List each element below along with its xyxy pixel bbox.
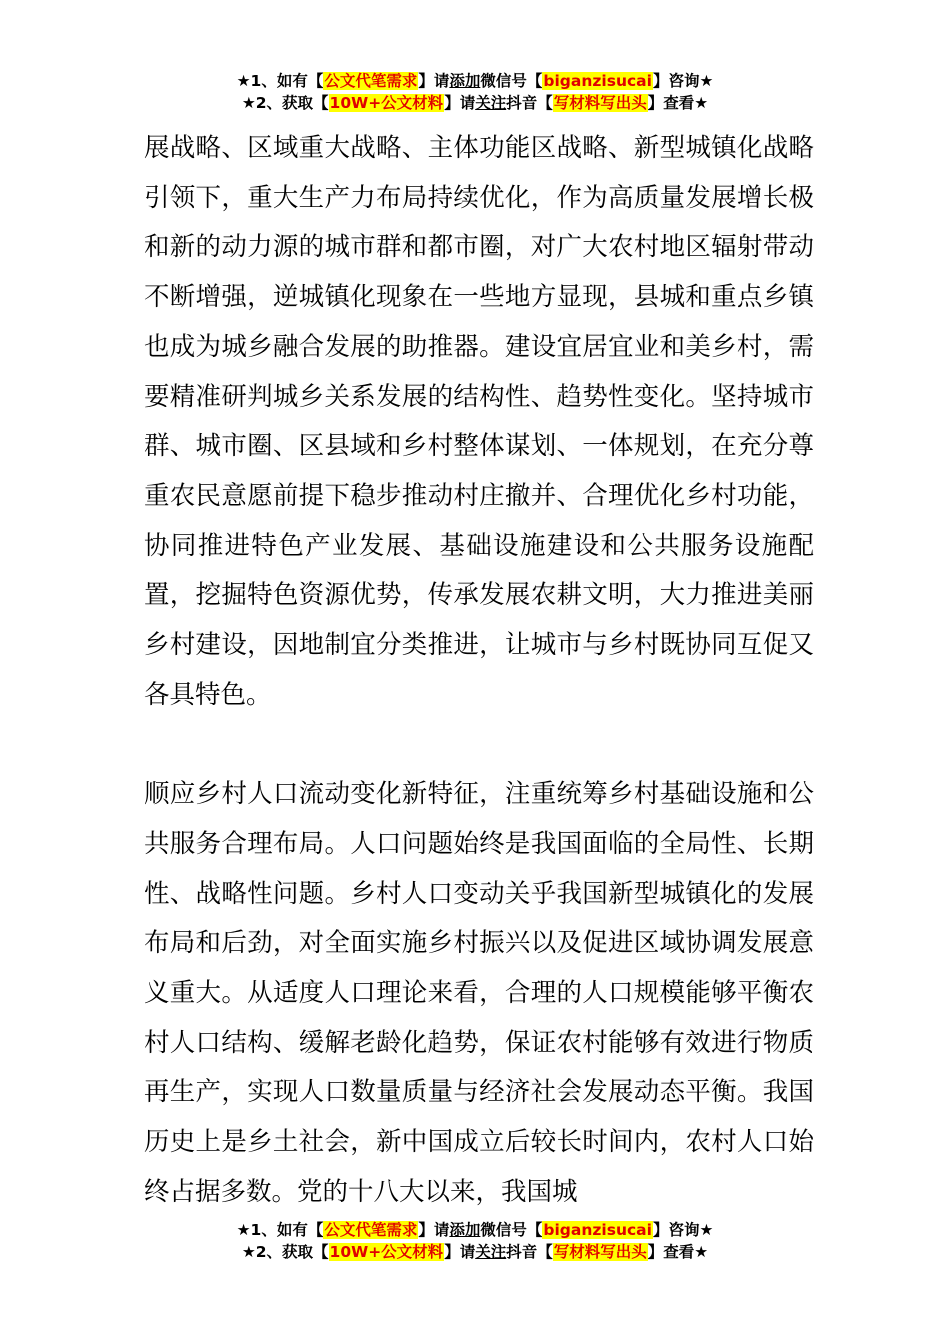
footer-line-2-mid: 】请 — [444, 1243, 476, 1261]
header-line-2-prefix: ★2、获取【 — [241, 94, 329, 112]
header-line-1-highlight-wechat-id: biganzisucai — [543, 72, 652, 90]
footer-line-1-highlight-service: 公文代笔需求 — [324, 1221, 418, 1239]
footer-line-1 — [0, 1219, 950, 1241]
footer-line-2 — [0, 1241, 950, 1263]
header-line-2-mid: 】请 — [444, 94, 476, 112]
header-line-2-highlight-douyin-account: 写材料写出头 — [553, 94, 647, 112]
footer-line-2-mid2: 抖音【 — [506, 1243, 553, 1261]
header-line-1-prefix: ★1、如有【 — [236, 72, 324, 90]
paragraph-2: 顺应乡村人口流动变化新特征，注重统筹乡村基础设施和公共服务合理布局。人口问题始终是我国面临的全局性、长期性、战略性问题。乡村人口变动关乎我国新型城镇化的发展布局和后劲，对全面实施乡村振兴以及促进区域协调发展意义重大。从适度人口理论来看，合理的人口规模能够平衡农村人口结构、缓解老龄化趋势，保证农村能够有效进行物质再生产，实现人口数量质量与经济社会发展动态平衡。我国历史上是乡土社会，新中国成立后较长时间内，农村人口始终占据多数。党的十八大以来，我国城 — [144, 779, 814, 1207]
footer-line-1-underlined: 添加 — [449, 1221, 481, 1239]
header-banner — [0, 70, 950, 114]
header-line-1-highlight-service: 公文代笔需求 — [324, 72, 418, 90]
header-line-2-suffix: 】查看★ — [647, 94, 709, 112]
header-line-2-highlight-materials: 10W+公文材料 — [329, 94, 444, 112]
footer-line-2-highlight-materials: 10W+公文材料 — [329, 1243, 444, 1261]
header-line-2-mid2: 抖音【 — [506, 94, 553, 112]
paragraph-spacer — [144, 720, 814, 770]
footer-line-2-suffix: 】查看★ — [647, 1243, 709, 1261]
header-line-1-mid: 】请 — [418, 72, 450, 90]
paragraph-1: 展战略、区域重大战略、主体功能区战略、新型城镇化战略引领下，重大生产力布局持续优化，作为高质量发展增长极和新的动力源的城市群和都市圈，对广大农村地区辐射带动不断增强，逆城镇化现象在一些地方显现，县城和重点乡镇也成为城乡融合发展的助推器。建设宜居宜业和美乡村，需要精准研判城乡关系发展的结构性、趋势性变化。坚持城市群、城市圈、区县域和乡村整体谋划、一体规划，在充分尊重农民意愿前提下稳步推动村庄撤并、合理优化乡村功能，协同推进特色产业发展、基础设施建设和公共服务设施配置，挖掘特色资源优势，传承发展农耕文明，大力推进美丽乡村建设，因地制宜分类推进，让城市与乡村既协同互促又各具特色。 — [144, 133, 814, 710]
header-line-1 — [0, 70, 950, 92]
header-line-2 — [0, 92, 950, 114]
footer-line-1-suffix: 】咨询★ — [652, 1221, 714, 1239]
footer-line-2-underlined: 关注 — [475, 1243, 507, 1261]
header-line-2-underlined: 关注 — [475, 94, 507, 112]
footer-line-2-prefix: ★2、获取【 — [241, 1243, 329, 1261]
footer-line-1-mid: 】请 — [418, 1221, 450, 1239]
footer-banner — [0, 1219, 950, 1263]
header-line-1-underlined: 添加 — [449, 72, 481, 90]
footer-line-2-highlight-douyin-account: 写材料写出头 — [553, 1243, 647, 1261]
footer-line-1-prefix: ★1、如有【 — [236, 1221, 324, 1239]
header-line-1-mid2: 微信号【 — [480, 72, 543, 90]
document-body — [144, 124, 814, 1217]
footer-line-1-highlight-wechat-id: biganzisucai — [543, 1221, 652, 1239]
header-line-1-suffix: 】咨询★ — [652, 72, 714, 90]
footer-line-1-mid2: 微信号【 — [480, 1221, 543, 1239]
